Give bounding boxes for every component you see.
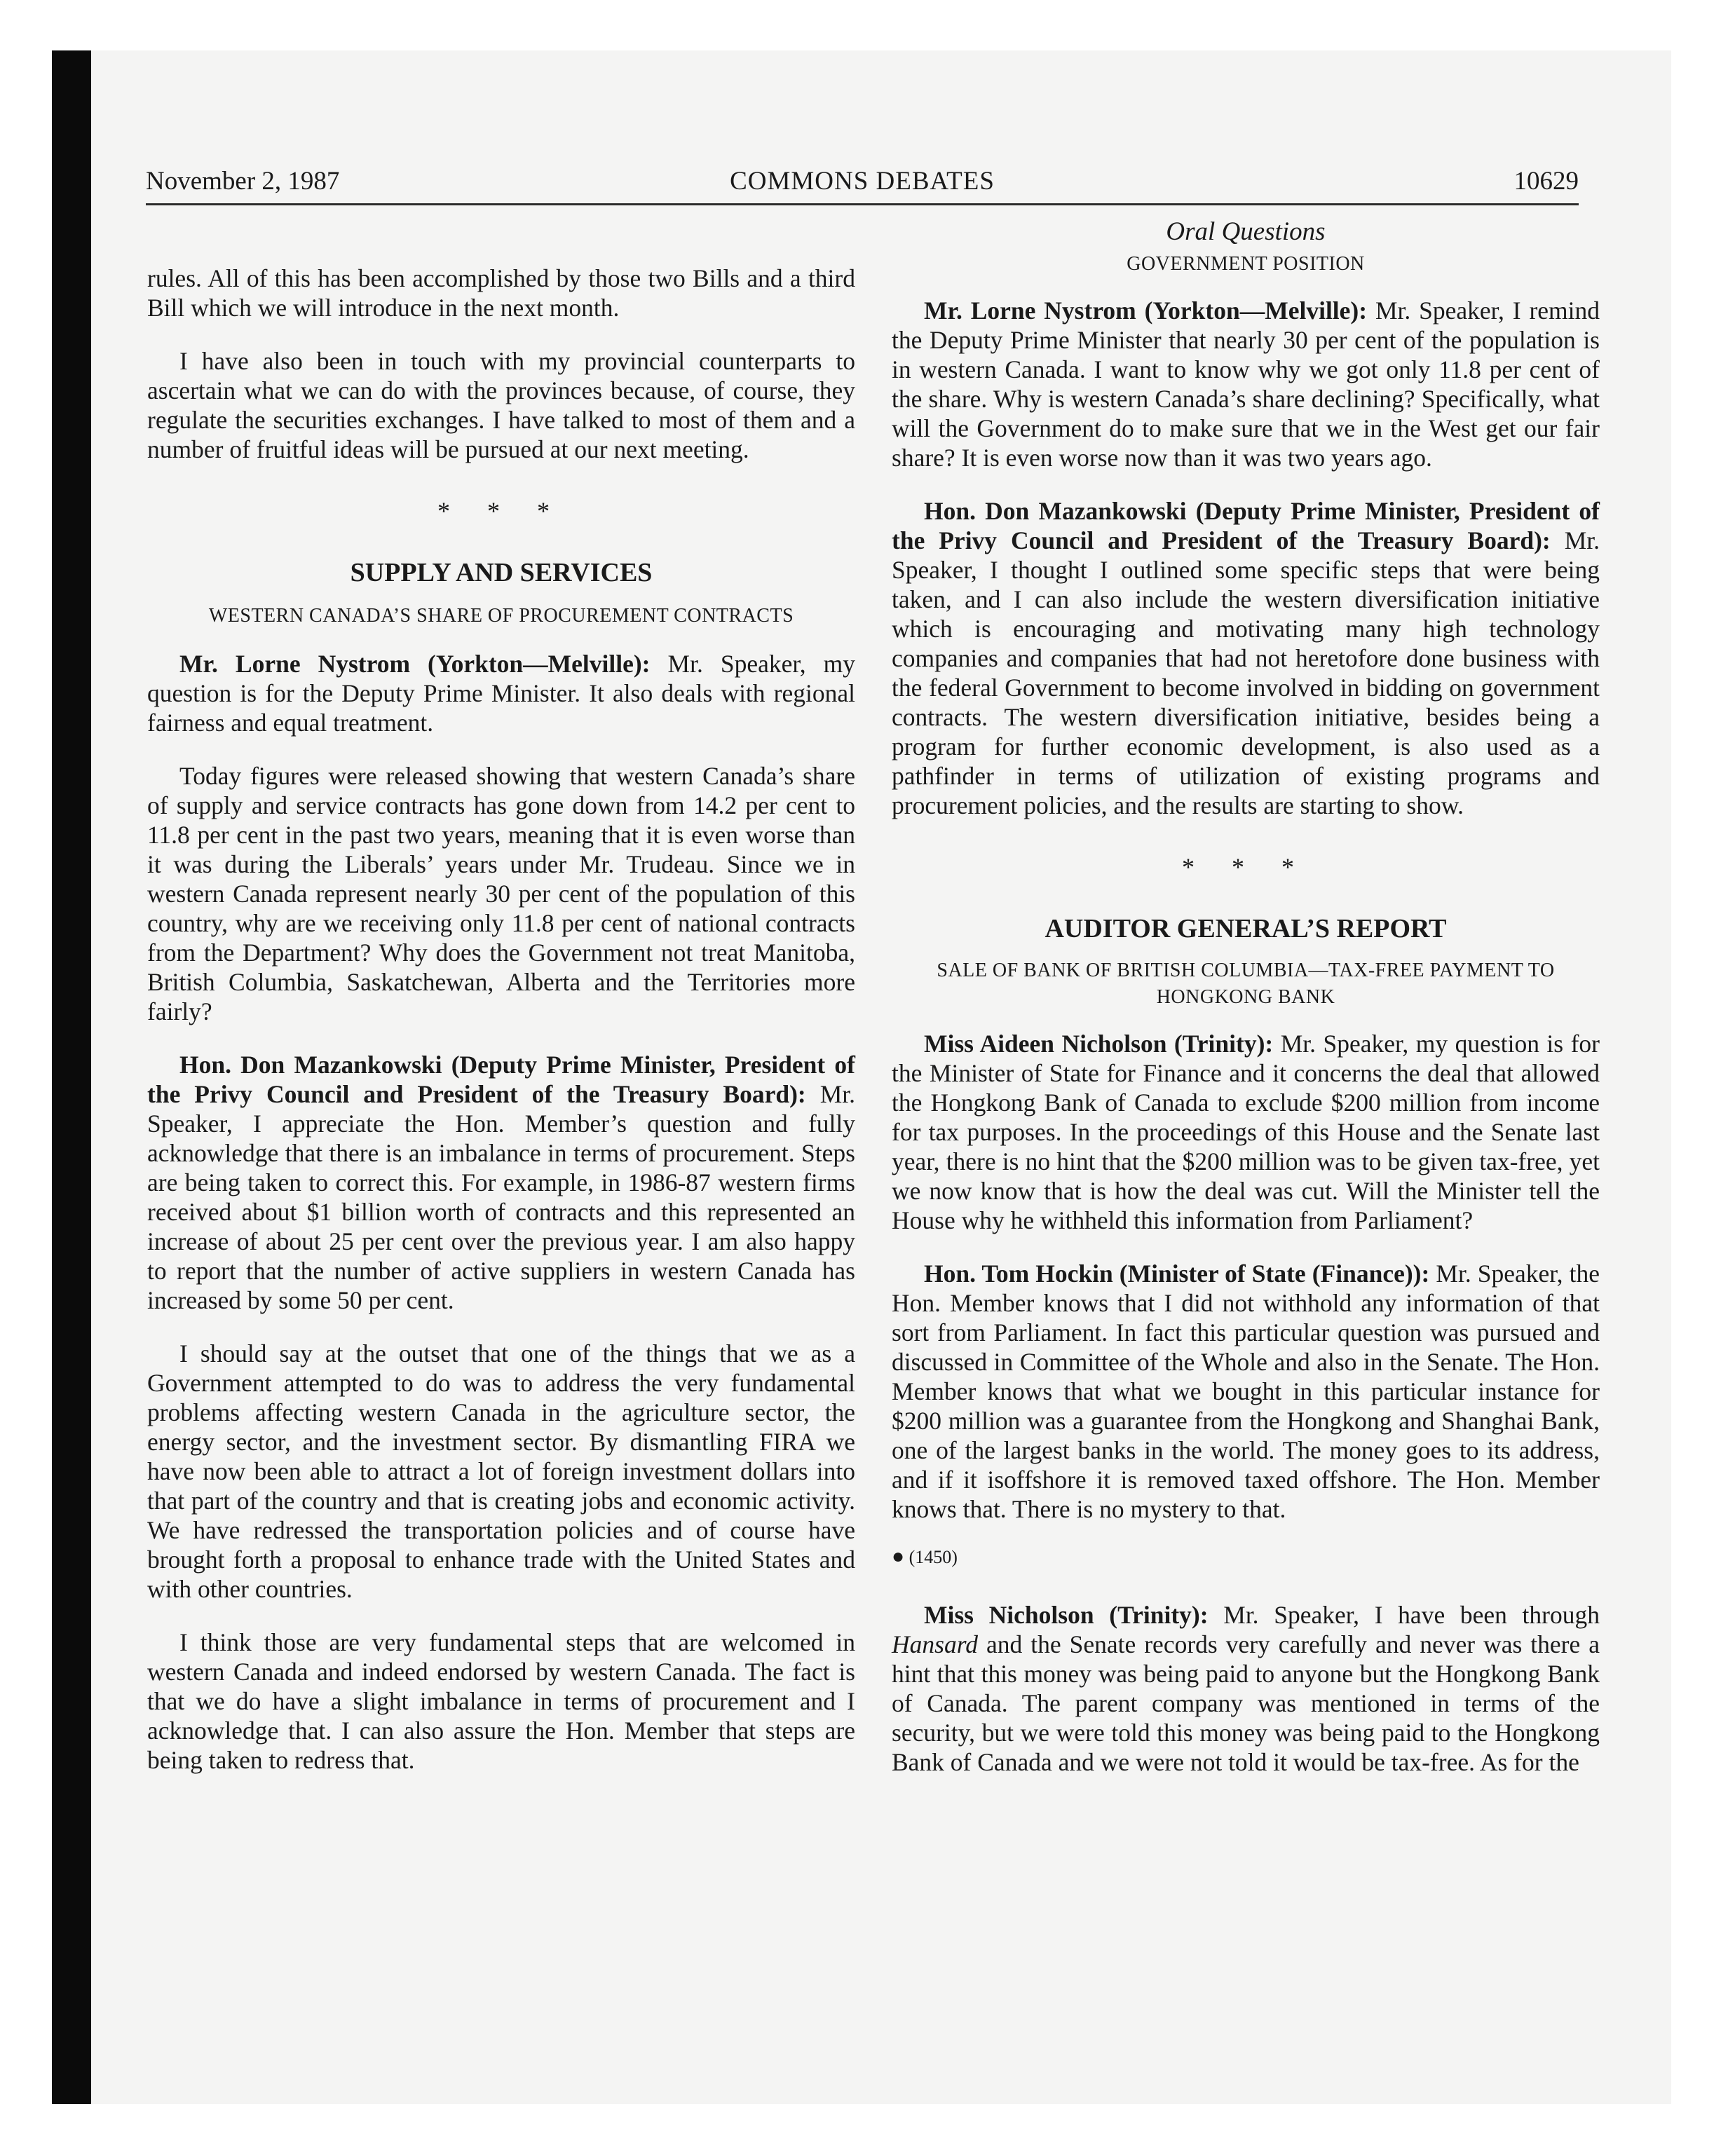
speech-text: Mr. Speaker, my question is for the Deputy Prime Minister. It also deals with regional fairness and equal treatment.	[147, 650, 855, 737]
speaker-name: Hon. Don Mazankowski (Deputy Prime Minister, President of the Privy Council and President of the Treasury Board):	[147, 1051, 855, 1108]
right-column	[892, 207, 1600, 1777]
speech	[147, 649, 855, 737]
section-separator: * * *	[437, 497, 565, 525]
subheading: SALE OF BANK OF BRITISH COLUMBIA—TAX-FREE PAYMENT TO HONGKONG BANK	[937, 960, 1555, 1008]
paragraph: Today figures were released showing that western Canada’s share of supply and service contracts has gone down from 14.2 per cent to 11.8 per cent in the past two years, meaning that it is even worse than it was during the Liberals’ years under Mr. Trudeau. Since we in western Canada represent nearly 30 per cent of the population of this country, why are we receiving only 11.8 per cent of national contracts from the Department? Why does the Government not treat Manitoba, British Columbia, Saskatchewan, Alberta and the Territories more fairly?	[147, 762, 855, 1025]
speech	[892, 496, 1600, 820]
speech	[892, 296, 1600, 472]
speaker-name: Hon. Don Mazankowski (Deputy Prime Minister, President of the Privy Council and President of the Treasury Board):	[892, 497, 1600, 554]
header-title: COMMONS DEBATES	[730, 167, 995, 196]
section-heading: SUPPLY AND SERVICES	[350, 558, 653, 587]
speech	[892, 1259, 1600, 1524]
header-date: November 2, 1987	[146, 167, 340, 196]
speaker-name: Mr. Lorne Nystrom (Yorkton—Melville):	[179, 650, 651, 678]
speaker-name: Hon. Tom Hockin (Minister of State (Finance)):	[924, 1260, 1430, 1288]
italic-text: Hansard	[892, 1630, 978, 1658]
paragraph: I should say at the outset that one of the things that we as a Government attempted to do was to address the very fundamental problems affecting western Canada in the agriculture sector, the energy sector, and the investment sector. By dismantling FIRA we have now been able to attract a lot of foreign investment dollars into that part of the country and that is creating jobs and economic activity. We have redressed the transportation policies and of course have brought forth a proposal to enhance trade with the United States and with other countries.	[147, 1339, 855, 1603]
speech	[147, 1050, 855, 1315]
speech-text: Mr. Speaker, I appreciate the Hon. Member’s question and fully acknowledge that there is an imbalance in terms of procurement. Steps are being taken to correct this. For example, in 1986-87 western firms received about $1 billion worth of contracts and this represented an increase of about 25 per cent over the previous year. I am also happy to report that the number of active suppliers in western Canada has increased by some 50 per cent.	[147, 1080, 855, 1314]
paragraph: I have also been in touch with my provincial counterparts to ascertain what we can do with the provinces because, of course, they regulate the securities exchanges. I have talked to most of them and a number of fruitful ideas will be pursued at our next meeting.	[147, 347, 855, 463]
speaker-name: Miss Nicholson (Trinity):	[924, 1601, 1209, 1629]
binding-edge	[52, 50, 91, 2104]
section-separator: * * *	[1182, 853, 1309, 881]
subheading: WESTERN CANADA’S SHARE OF PROCUREMENT CONTRACTS	[208, 605, 794, 627]
paragraph: rules. All of this has been accomplished by those two Bills and a third Bill which we will introduce in the next month.	[147, 264, 855, 322]
speech-text: Mr. Speaker, the Hon. Member knows that I did not withhold any information of that sort from Parliament. In fact this particular question was pursued and discussed in Committee of the Whole and also in the Senate. The Hon. Member knows that what we bought in this particular instance for $200 million was a guarantee from the Hongkong and Shanghai Bank, one of the largest banks in the world. The money goes to its address, and if it isoffshore it is removed taxed offshore. The Hon. Member knows that. There is no mystery to that.	[892, 1260, 1600, 1523]
paragraph: I think those are very fundamental steps that are welcomed in western Canada and indeed endorsed by western Canada. The fact is that we do have a slight imbalance in terms of procurement and I acknowledge that. I can also assure the Hon. Member that steps are being taken to redress that.	[147, 1628, 855, 1774]
speaker-name: Mr. Lorne Nystrom (Yorkton—Melville):	[924, 296, 1368, 325]
speech-text: Mr. Speaker, I thought I outlined some specific steps that were being taken, and I can also include the western diversification initiative which is encouraging and motivating many high technology companies and companies that had not heretofore done business with the federal Government to become involved in bidding on government contracts. The western diversification initiative, besides being a program for further economic development, is also used as a pathfinder in terms of utilization of existing programs and procurement policies, and the results are starting to show.	[892, 526, 1600, 819]
speaker-name: Miss Aideen Nicholson (Trinity):	[924, 1030, 1274, 1058]
speech	[892, 1600, 1600, 1777]
speech-text: Mr. Speaker, I have been through	[1208, 1601, 1600, 1629]
speech	[892, 1029, 1600, 1235]
time-stamp	[892, 1542, 1600, 1572]
column-title: Oral Questions	[1166, 217, 1326, 246]
left-column	[147, 207, 855, 1775]
running-header	[146, 163, 1579, 205]
section-heading: AUDITOR GENERAL’S REPORT	[1045, 914, 1447, 943]
subheading: GOVERNMENT POSITION	[1127, 253, 1365, 275]
speech-text: Mr. Speaker, my question is for the Minister of State for Finance and it concerns the deal that allowed the Hongkong Bank of Canada to exclude $200 million from income for tax purposes. In the proceedings of this House and the Senate last year, there is no hint that the $200 million was to be given tax-free, yet we now know that is how the deal was cut. Will the Minister tell the House why he withheld this information from Parliament?	[892, 1030, 1600, 1234]
speech-text: and the Senate records very carefully and never was there a hint that this money was being paid to anyone but the Hongkong Bank of Canada. The parent company was mentioned in terms of the security, but we were told this money was being paid to the Hongkong Bank of Canada and we were not told it would be tax-free. As for the	[892, 1630, 1600, 1776]
page-number: 10629	[1513, 167, 1579, 196]
bullet-icon: ●	[892, 1545, 905, 1568]
time-label: (1450)	[909, 1547, 958, 1567]
speech-text: Mr. Speaker, I remind the Deputy Prime Minister that nearly 30 per cent of the population is in western Canada. I want to know why we got only 11.8 per cent of the share. Why is western Canada’s share declining? Specifically, what will the Government do to make sure that we in the West get our fair share? It is even worse now than it was two years ago.	[892, 296, 1600, 472]
